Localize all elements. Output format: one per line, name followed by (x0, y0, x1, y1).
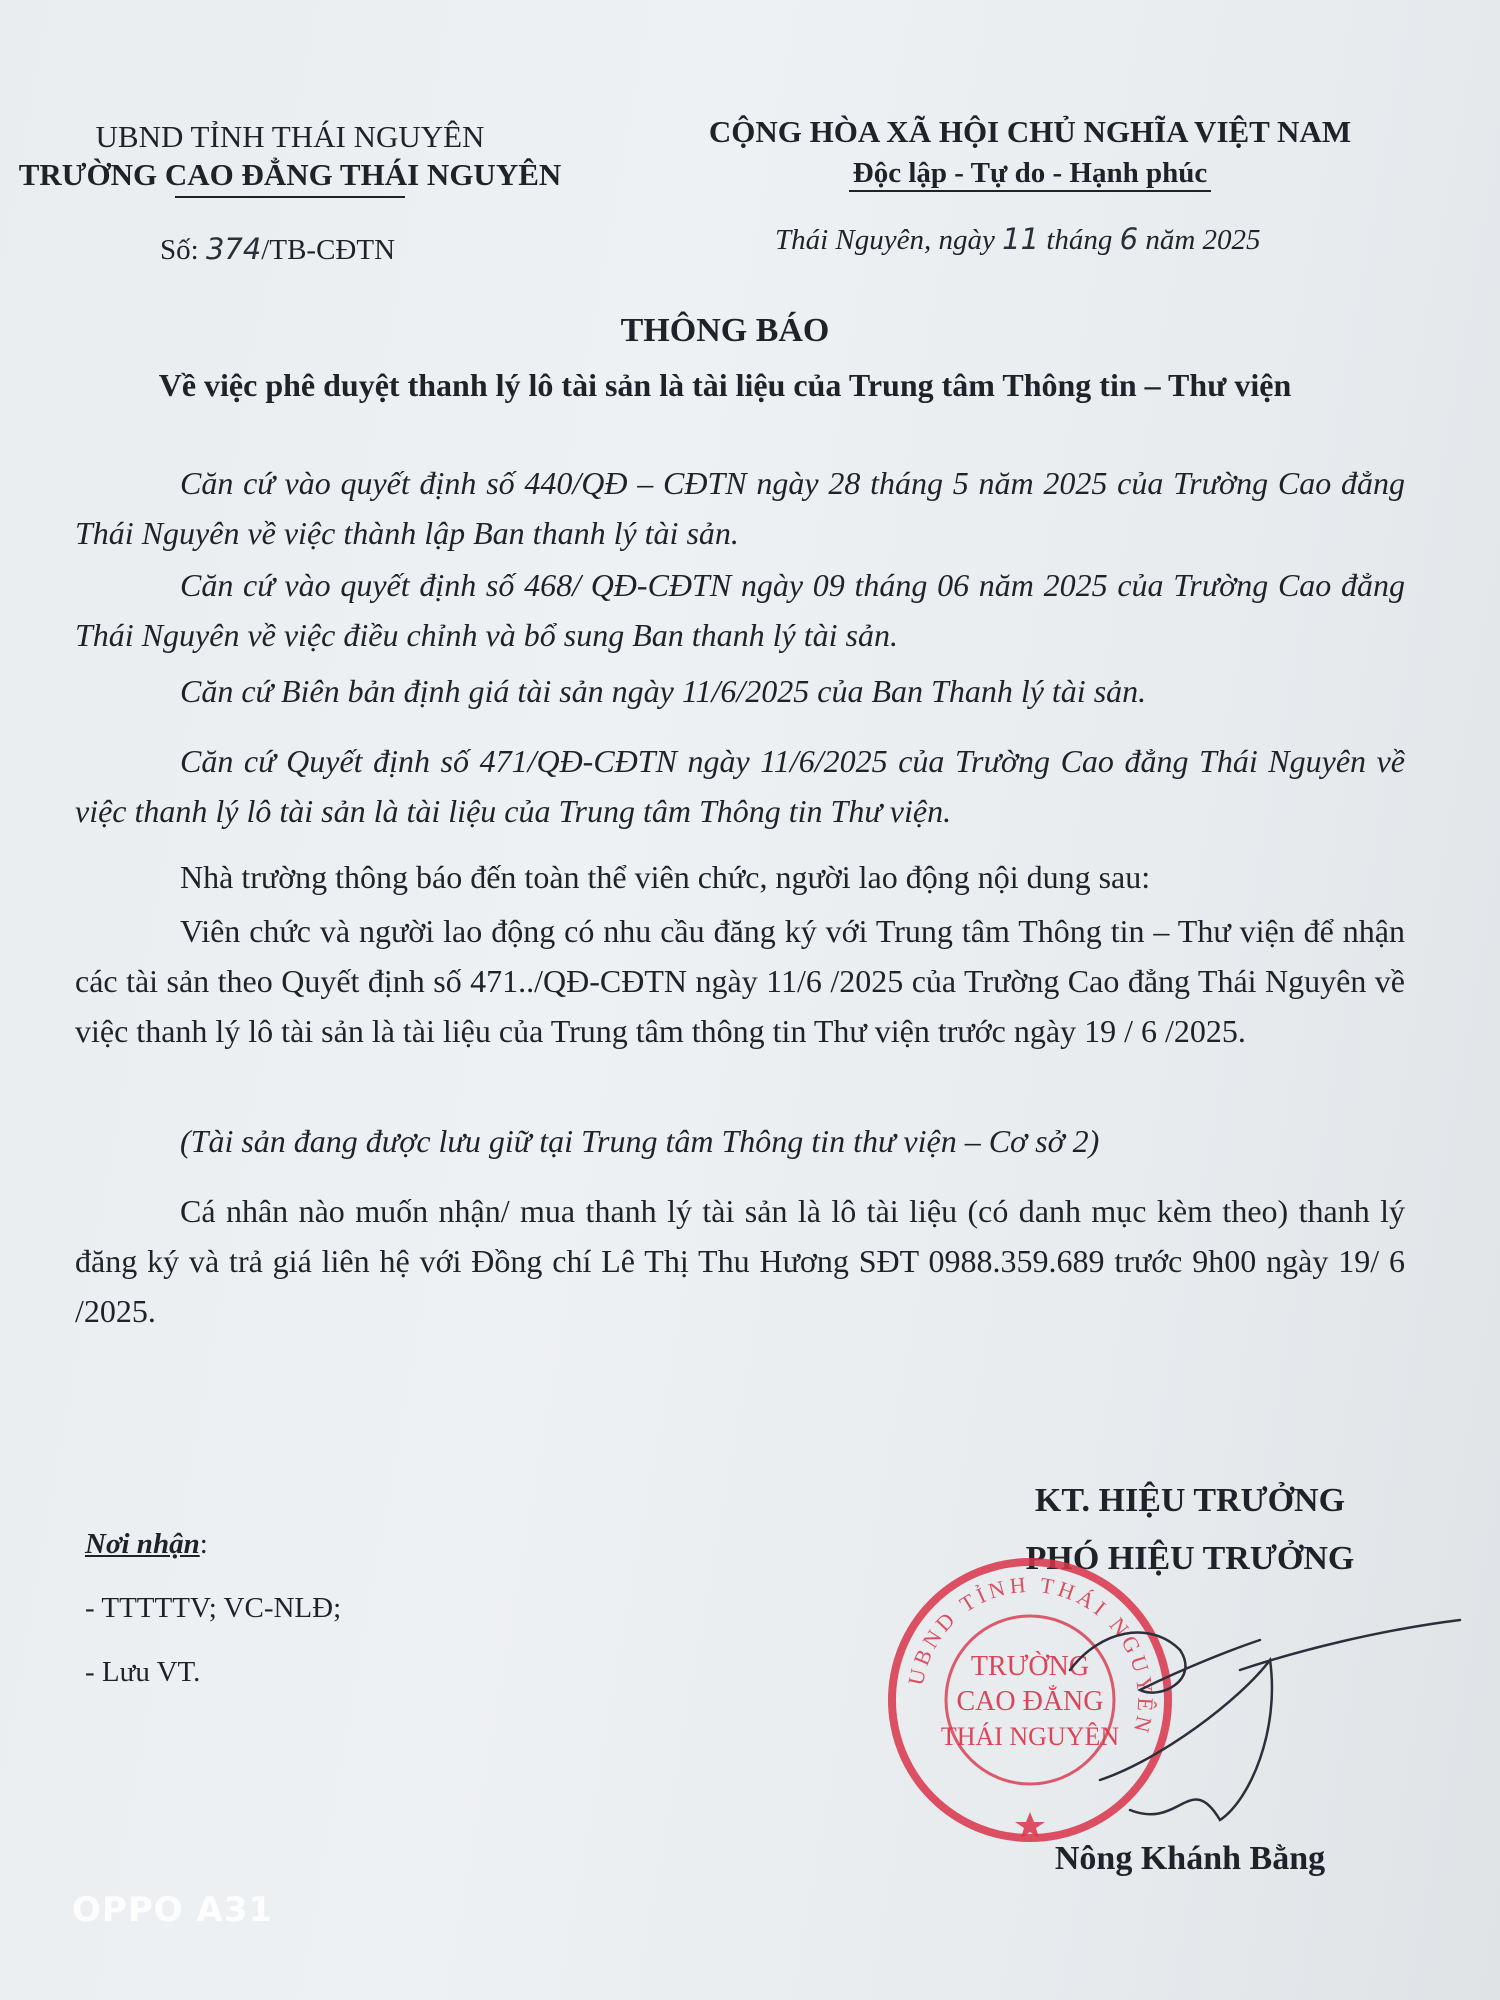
document-number (160, 232, 395, 267)
issuer-name: TRƯỜNG CAO ĐẲNG THÁI NGUYÊN (18, 157, 562, 192)
ground-2: Căn cứ vào quyết định số 468/ QĐ-CĐTN ngày 09 tháng 06 năm 2025 của Trường Cao đẳng Thái Nguyên về việc điều chỉnh và bổ sung Ban thanh lý tài sản. (75, 567, 1405, 653)
date-prefix: Thái Nguyên, ngày (775, 224, 1003, 256)
date-suffix: năm 2025 (1138, 224, 1261, 256)
doc-number-prefix: Số: (160, 234, 206, 266)
seal-ring-text: UBND TỈNH THÁI NGUYÊN (902, 1571, 1159, 1739)
issuer-authority: UBND TỈNH THÁI NGUYÊN (95, 119, 485, 154)
ground-3: Căn cứ Biên bản định giá tài sản ngày 11/6/2025 của Ban Thanh lý tài sản. (180, 673, 1147, 709)
ground-1: Căn cứ vào quyết định số 440/QĐ – CĐTN ngày 28 tháng 5 năm 2025 của Trường Cao đẳng Thái Nguyên về việc thành lập Ban thanh lý tài sản. (75, 465, 1405, 551)
doc-number-handwritten: 374 (205, 232, 262, 266)
document-subtitle: Về việc phê duyệt thanh lý lô tài sản là tài liệu của Trung tâm Thông tin – Thư viện (158, 367, 1292, 403)
recipient-item: - Lưu VT. (85, 1656, 201, 1688)
recipients-heading: Nơi nhận (85, 1528, 200, 1560)
seal-line-2: CAO ĐẲNG (956, 1686, 1104, 1717)
signature-line-2: PHÓ HIỆU TRƯỞNG (1025, 1540, 1355, 1577)
seal-line-3: THÁI NGUYÊN (940, 1722, 1120, 1751)
recipients-colon: : (199, 1528, 208, 1560)
issuer-underline (175, 196, 405, 198)
national-name: CỘNG HÒA XÃ HỘI CHỦ NGHĨA VIỆT NAM (708, 114, 1352, 149)
body-note: (Tài sản đang được lưu giữ tại Trung tâm Thông tin thư viện – Cơ sở 2) (180, 1123, 1100, 1159)
date-month-handwritten: 6 (1119, 222, 1139, 256)
document-title: THÔNG BÁO (620, 312, 830, 349)
body-paragraph-2: Cá nhân nào muốn nhận/ mua thanh lý tài sản là lô tài liệu (có danh mục kèm theo) thanh lý đăng ký và trả giá liên hệ với Đồng chí Lê Thị Thu Hương SĐT 0988.359.689 trước 9h00 ngày 19/ 6 /2025. (75, 1193, 1405, 1329)
ground-4: Căn cứ Quyết định số 471/QĐ-CĐTN ngày 11/6/2025 của Trường Cao đẳng Thái Nguyên về việc thanh lý lô tài sản là tài liệu của Trung tâm Thông tin Thư viện. (75, 743, 1405, 829)
date-mid: tháng (1039, 224, 1120, 256)
body-paragraph-1: Viên chức và người lao động có nhu cầu đăng ký với Trung tâm Thông tin – Thư viện để nhận các tài sản theo Quyết định số 471../QĐ-CĐTN ngày 11/6 /2025 của Trường Cao đẳng Thái Nguyên về việc thanh lý lô tài sản là tài liệu của Trung tâm thông tin Thư viện trước ngày 19 / 6 /2025. (75, 913, 1405, 1049)
doc-number-suffix: /TB-CĐTN (261, 234, 396, 266)
national-motto: Độc lập - Tự do - Hạnh phúc (849, 156, 1212, 192)
national-header (680, 112, 1380, 192)
issue-date (775, 222, 1261, 257)
body-intro: Nhà trường thông báo đến toàn thể viên chức, người lao động nội dung sau: (180, 859, 1151, 895)
camera-watermark: OPPO A31 (72, 1890, 274, 1930)
handwritten-signature-icon (1040, 1610, 1480, 1860)
signer-name: Nông Khánh Bằng (1054, 1840, 1326, 1877)
signature-line-1: KT. HIỆU TRƯỞNG (1034, 1482, 1346, 1519)
date-day-handwritten: 11 (1002, 222, 1040, 256)
recipients-block (85, 1512, 341, 1704)
seal-line-1: TRƯỜNG (970, 1651, 1090, 1682)
recipient-item: - TTTTTV; VC-NLĐ; (85, 1592, 342, 1624)
issuer-header (0, 118, 580, 198)
